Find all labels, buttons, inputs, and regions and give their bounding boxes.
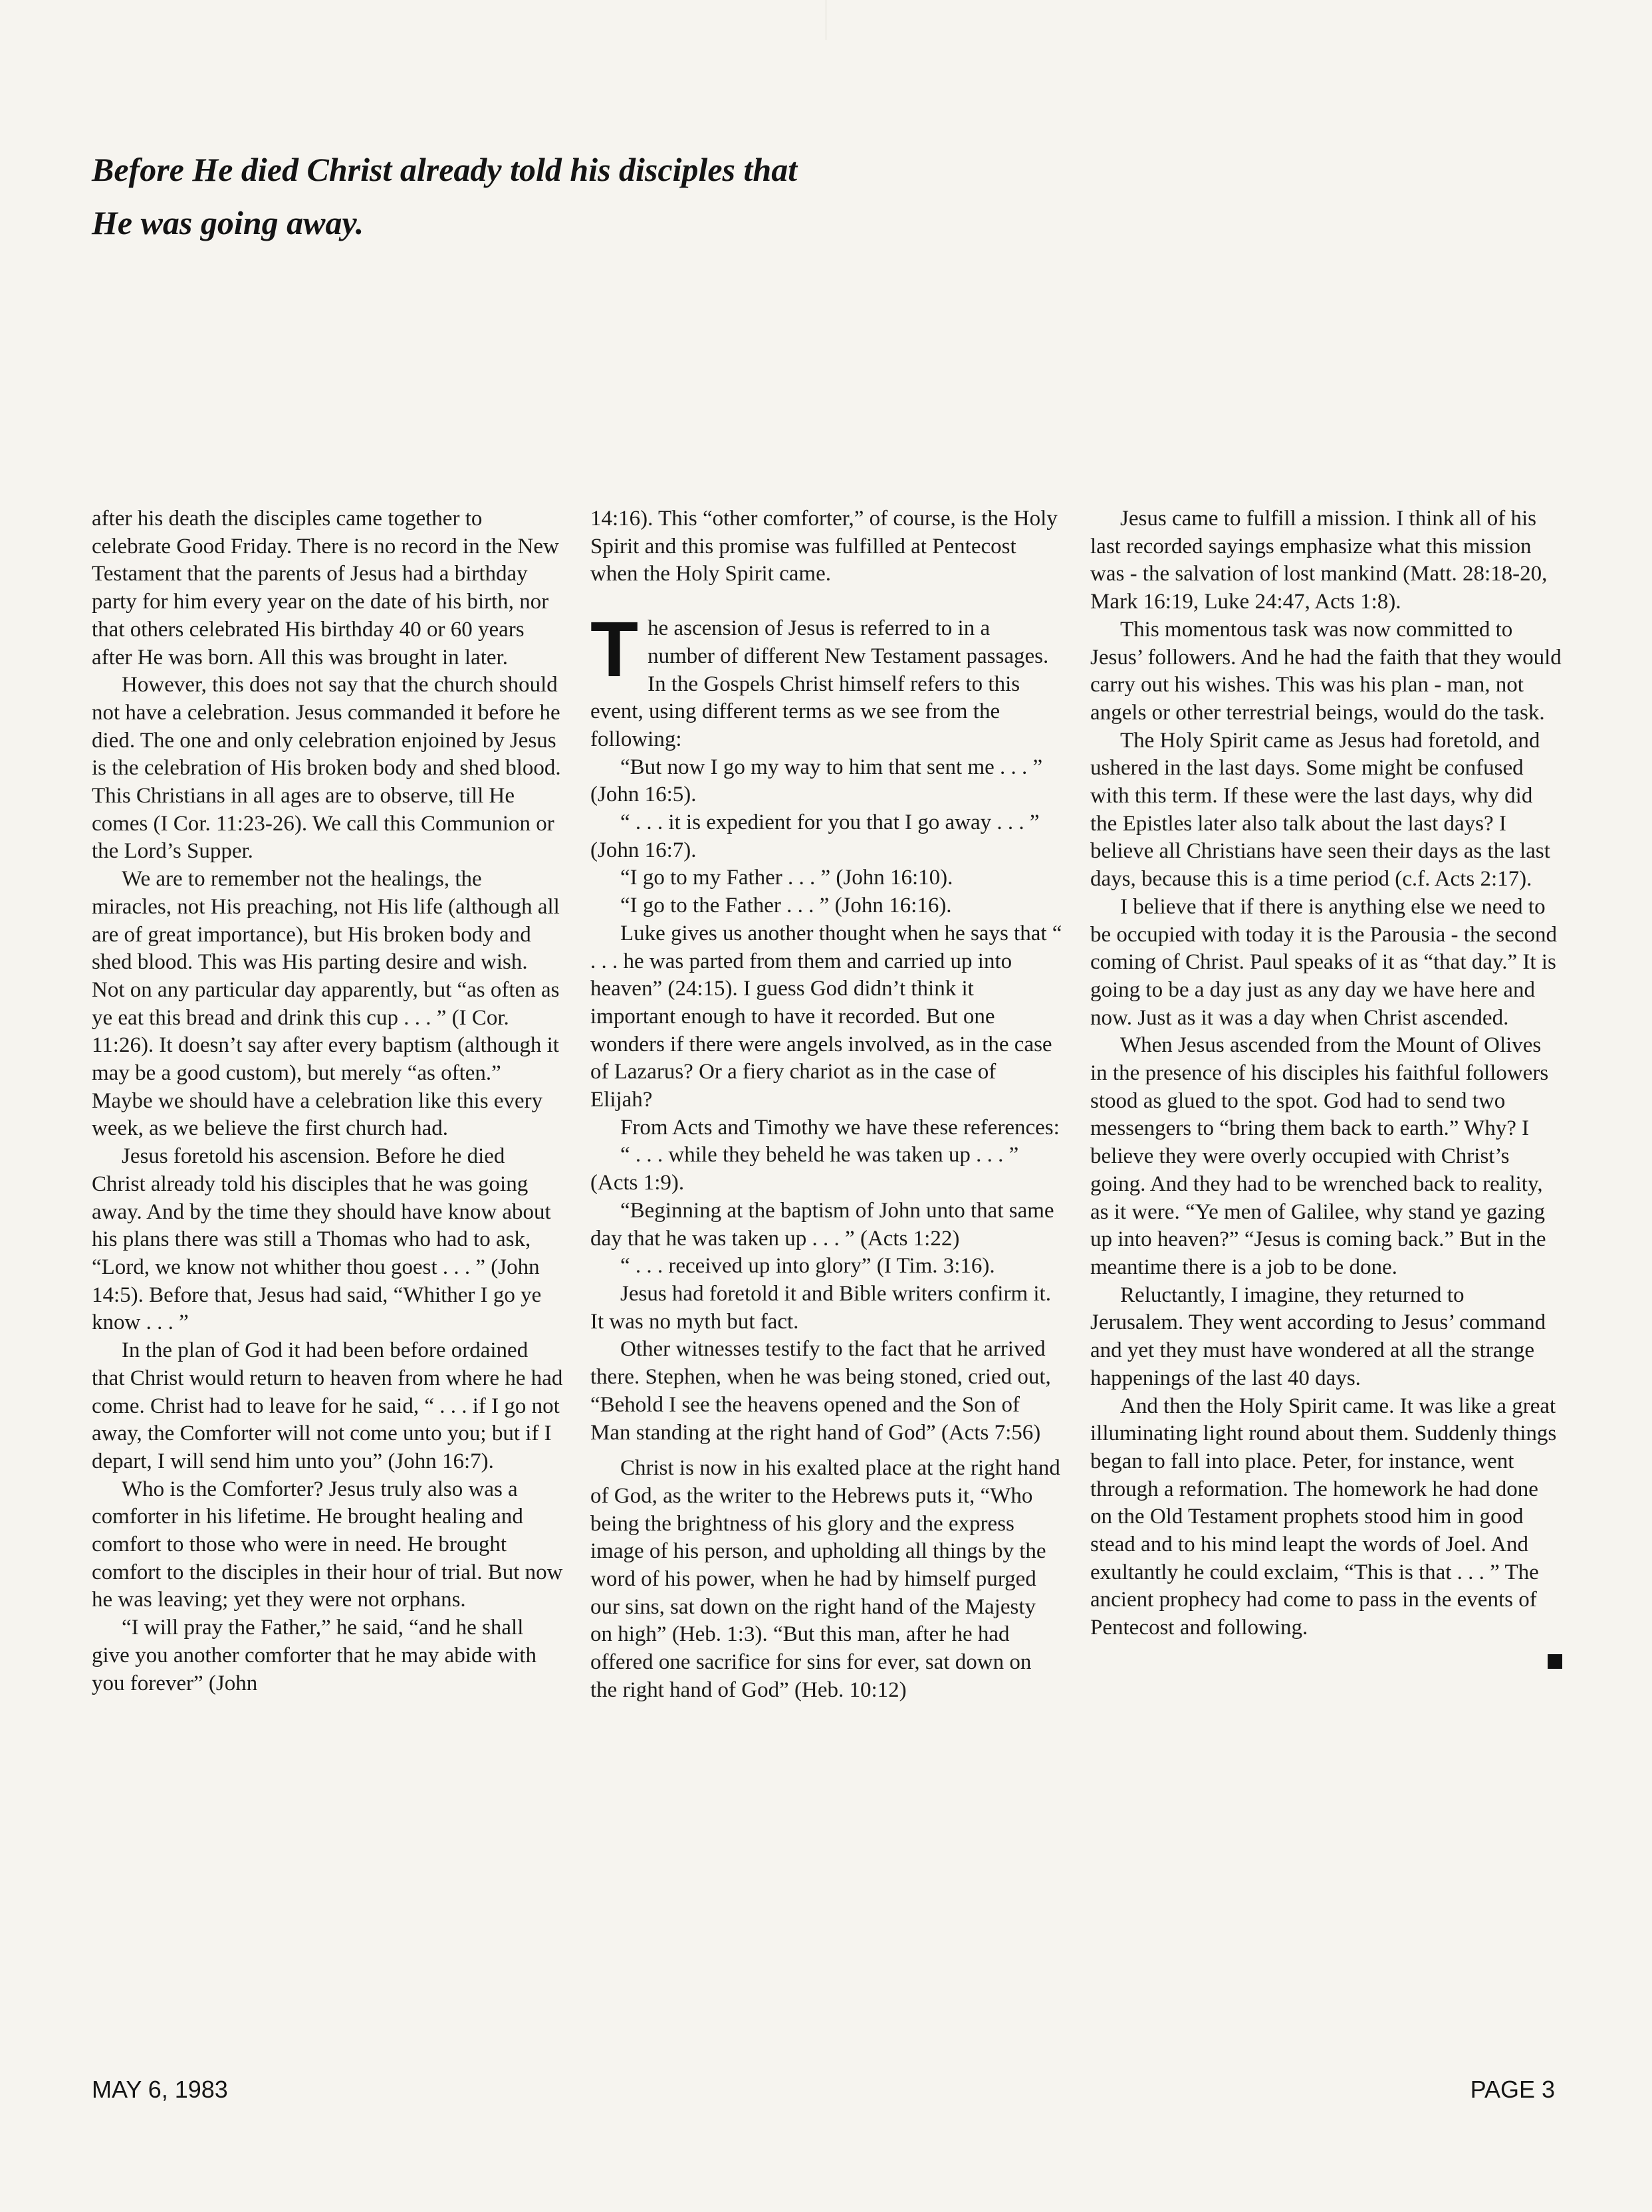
quote-paragraph: “ . . . while they beheld he was taken up . . . ” (Acts 1:9). (590, 1143, 1019, 1195)
paragraph: “I will pray the Father,” he said, “and he shall give you another comforter that he may abide with you forever” (John (92, 1616, 536, 1695)
headline-line-2: He was going away. (92, 204, 364, 241)
page-headline (92, 143, 1089, 249)
paragraph: This momentous task was now committed to Jesus’ followers. And he had the faith that they would carry out his wishes. This was his plan - man, not angels or other terrestrial beings, would do the task. (1090, 617, 1562, 725)
end-of-article-square-icon (1548, 1654, 1562, 1669)
paragraph: In the plan of God it had been before ordained that Christ would return to heaven from where he had come. Christ had to leave for he said, “ . . . if I go not away, the Comforter will not come unto you; but if I depart, I will send him unto you” (John 16:7). (92, 1338, 563, 1473)
quote-paragraph: “Beginning at the baptism of John unto that same day that he was taken up . . . ” (Acts 1:22) (590, 1198, 1054, 1251)
paragraph: after his death the disciples came together to celebrate Good Friday. There is no record in the New Testament that the parents of Jesus had a birthday party for him every year on the date of his birth, nor that others celebrated His birthday 40 or 60 years after He was born. All this was brought in later. (92, 507, 559, 670)
paragraph: Luke gives us another thought when he says that “ . . . he was parted from them and carried up into heaven” (24:15). I guess God didn’t think it important enough to have it recorded. But one wonders if there were angels involved, as in the case of Lazarus? Or a fiery chariot as in the case of Elijah? (590, 921, 1062, 1112)
paragraph: However, this does not say that the church should not have a celebration. Jesus commanded it before he died. The one and only celebration enjoined by Jesus is the celebration of His broken body and shed blood. This Christians in all ages are to observe, till He comes (I Cor. 11:23-26). We call this Communion or the Lord’s Supper. (92, 673, 561, 864)
quote-paragraph: “ . . . it is expedient for you that I go away . . . ” (John 16:7). (590, 810, 1040, 862)
quote-paragraph: “I go to the Father . . . ” (John 16:16). (620, 894, 952, 918)
quote-paragraph: “I go to my Father . . . ” (John 16:10). (620, 866, 953, 890)
paragraph: We are to remember not the healings, the miracles, not His preaching, not His life (although all are of great importance), but His broken body and shed blood. This was His parting desire and wish. Not on any particular day apparently, but “as often as ye eat this bread and drink this cup . . . ” (I Cor. 11:26). It doesn’t say after every baptism (although it may be a good custom), but merely “as often.” Maybe we should have a celebration like this every week, as we believe the first church had. (92, 867, 560, 1141)
drop-cap-letter: T (590, 606, 639, 694)
quote-paragraph: “But now I go my way to him that sent me . . . ” (John 16:5). (590, 755, 1043, 807)
paragraph: Jesus had foretold it and Bible writers confirm it. It was no myth but fact. (590, 1281, 1051, 1334)
paragraph: Who is the Comforter? Jesus truly also was a comforter in his lifetime. He brought healing and comfort to those who were in need. He brought comfort to the disciples in their hour of trial. But now he was leaving; yet they were not orphans. (92, 1477, 563, 1612)
paragraph: Christ is now in his exalted place at the right hand of God, as the writer to the Hebrews puts it, “Who being the brightness of his glory and the express image of his person, and upholding all things by the word of his power, when he had by himself purged our sins, sat down on the right hand of the Majesty on high” (Heb. 1:3). “But this man, after he had offered one sacrifice for sins for ever, sat down on the right hand of God” (Heb. 10:12) (590, 1456, 1060, 1702)
paragraph: From Acts and Timothy we have these references: (620, 1115, 1060, 1140)
issue-date: MAY 6, 1983 (92, 2076, 228, 2103)
paragraph: And then the Holy Spirit came. It was like a great illuminating light round about them. Suddenly things began to fall into place. Peter, for instance, went through a reformation. The homework he had done on the Old Testament prophets stood him in good stead and to his mind leapt the words of Joel. And exultantly he could exclaim, “This is that . . . ” The ancient prophecy had come to pass in the events of Pentecost and following. (1090, 1394, 1557, 1640)
paragraph: Reluctantly, I imagine, they returned to Jerusalem. They went according to Jesus’ command and yet they must have wondered at all the strange happenings of the last 40 days. (1090, 1283, 1546, 1390)
headline-line-1: Before He died Christ already told his disciples that (92, 151, 798, 188)
paragraph: 14:16). This “other comforter,” of course, is the Holy Spirit and this promise was fulfilled at Pentecost when the Holy Spirit came. (590, 507, 1058, 586)
drop-cap-paragraph-text: he ascension of Jesus is referred to in a number of different New Testament passages. In the Gospels Christ himself refers to this event, using different terms as we see from the following: (590, 616, 1049, 751)
drop-cap-paragraph (590, 606, 1062, 754)
quote-paragraph: “ . . . received up into glory” (I Tim. 3:16). (620, 1254, 995, 1279)
article-column-2 (590, 505, 1062, 1705)
article-column-1 (92, 505, 564, 1697)
page-number: PAGE 3 (1470, 2076, 1555, 2103)
paragraph: Jesus came to fulfill a mission. I think all of his last recorded sayings emphasize what this mission was - the salvation of lost mankind (Matt. 28:18-20, Mark 16:19, Luke 24:47, Acts 1:8). (1090, 507, 1548, 614)
paragraph: The Holy Spirit came as Jesus had foretold, and ushered in the last days. Some might be confused with this term. If these were the last days, why did the Epistles later also talk about the last days? I believe all Christians have seen their days as the last days, because this is a time period (c.f. Acts 2:17). (1090, 728, 1550, 892)
paragraph: When Jesus ascended from the Mount of Olives in the presence of his disciples his faithful followers stood as glued to the spot. God had to send two messengers to “bring them back to earth.” Why? I believe they were overly occupied with Christ’s going. And they had to be wrenched back to reality, as it were. “Ye men of Galilee, why stand ye gazing up into heaven?” “Jesus is coming back.” But in the meantime there is a job to be done. (1090, 1033, 1549, 1279)
paragraph: Other witnesses testify to the fact that he arrived there. Stephen, when he was being stoned, cried out, “Behold I see the heavens opened and the Son of Man standing at the right hand of God” (Acts 7:56) (590, 1337, 1051, 1445)
paragraph: I believe that if there is anything else we need to be occupied with today it is the Parousia - the second coming of Christ. Paul speaks of it as “that day.” It is going to be a day just as any day we have here and now. Just as it was a day when Christ ascended. (1090, 894, 1557, 1030)
paragraph: Jesus foretold his ascension. Before he died Christ already told his disciples that he was going away. And by the time they should have know about his plans there was still a Thomas who had to ask, “Lord, we know not whither thou goest . . . ” (John 14:5). Before that, Jesus had said, “Whither I go ye know . . . ” (92, 1144, 551, 1335)
article-column-3 (1090, 505, 1562, 1669)
